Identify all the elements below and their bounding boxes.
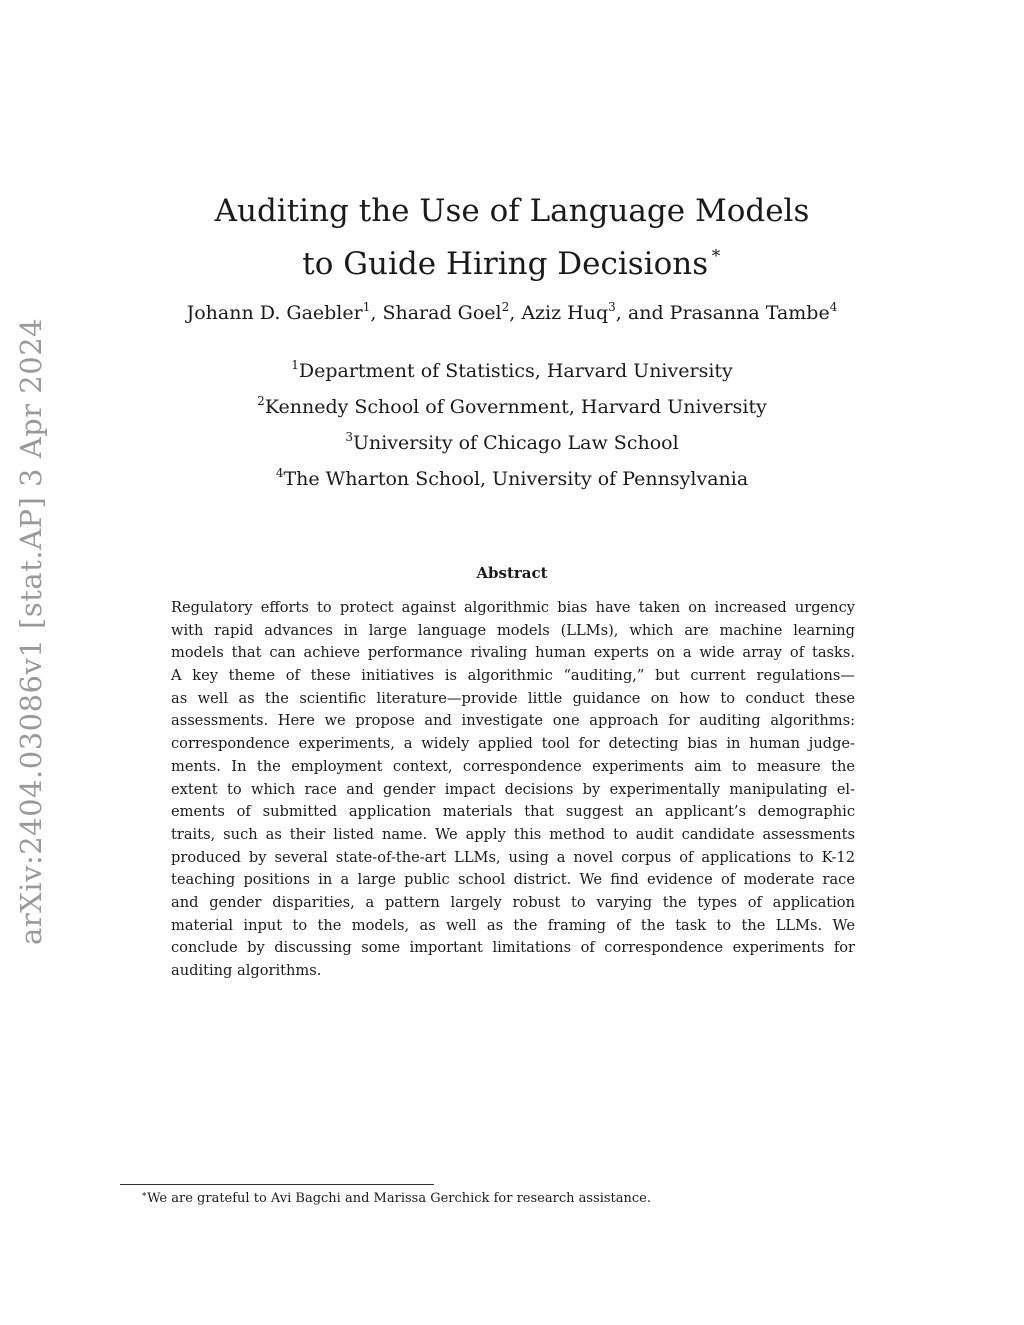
abstract-line: assessments. Here we propose and investigate one approach for auditing algorithms: (171, 712, 855, 730)
abstract-line: models that can achieve performance rivaling human experts on a wide array of tasks. (171, 644, 855, 662)
abstract-line: auditing algorithms. (171, 962, 322, 979)
title-line-2 (0, 232, 1024, 285)
affiliation (0, 458, 1024, 494)
title-line-2-text: to Guide Hiring Decisions (302, 246, 709, 282)
abstract-line: produced by several state-of-the-art LLMs, using a novel corpus of applications to K-12 (171, 848, 855, 866)
author-list (0, 300, 1024, 324)
footnote-mark: ∗ (141, 1190, 148, 1200)
arxiv-identifier: arXiv:2404.03086v1 [stat.AP] 3 Apr 2024 (14, 317, 48, 945)
author-affiliation-mark: 3 (608, 300, 616, 314)
abstract-line: material input to the models, as well as the framing of the task to the LLMs. We (171, 916, 855, 934)
abstract-line: and gender disparities, a pattern largely robust to varying the types of application (171, 893, 855, 911)
author-name: Johann D. Gaebler (186, 302, 363, 324)
author-affiliation-mark: 4 (829, 300, 838, 314)
abstract-line: ements of submitted application materials that suggest an applicant’s demographic (171, 803, 855, 821)
affiliation (0, 350, 1024, 386)
author-name: Sharad Goel (382, 302, 502, 324)
title-line-1: Auditing the Use of Language Models (214, 193, 810, 229)
abstract-line: A key theme of these initiatives is algorithmic “auditing,” but current regulations— (171, 667, 855, 685)
affiliation-text: Department of Statistics, Harvard University (298, 360, 733, 382)
abstract-line: traits, such as their listed name. We apply this method to audit candidate assessments (171, 825, 855, 843)
title-footnote-mark: ∗ (710, 243, 722, 263)
affiliation (0, 422, 1024, 458)
affiliation-list (0, 350, 1024, 494)
affiliation-mark: 1 (291, 358, 299, 372)
author-name: Aziz Huq (521, 302, 609, 324)
author-separator: , and (615, 302, 670, 324)
affiliation-text: University of Chicago Law School (352, 432, 679, 454)
abstract-line: correspondence experiments, a widely applied tool for detecting bias in human judge- (171, 735, 855, 753)
paper-title (0, 190, 1024, 285)
affiliation (0, 386, 1024, 422)
abstract-line: Regulatory efforts to protect against algorithmic bias have taken on increased urgency (171, 599, 855, 616)
author-separator: , (509, 302, 522, 324)
abstract-line: conclude by discussing some important limitations of correspondence experiments for (171, 939, 855, 957)
author-affiliation-mark: 2 (501, 300, 510, 314)
author-separator: , (370, 302, 383, 324)
affiliation-mark: 2 (257, 394, 265, 408)
affiliation-text: Kennedy School of Government, Harvard University (264, 396, 767, 418)
footnote-text: We are grateful to Avi Bagchi and Marissa Gerchick for research assistance. (147, 1191, 651, 1206)
abstract-line: as well as the scientific literature—provide little guidance on how to conduct these (171, 689, 855, 707)
affiliation-mark: 3 (345, 430, 353, 444)
footnote-divider (120, 1184, 434, 1185)
author-name: Prasanna Tambe (669, 302, 830, 324)
abstract-heading: Abstract (476, 564, 548, 582)
abstract-line: ments. In the employment context, correspondence experiments aim to measure the (171, 757, 855, 775)
affiliation-text: The Wharton School, University of Pennsylvania (283, 468, 749, 490)
abstract-body (171, 597, 855, 983)
abstract-line: extent to which race and gender impact decisions by experimentally manipulating el- (171, 780, 855, 798)
affiliation-mark: 4 (275, 466, 284, 480)
author-affiliation-mark: 1 (362, 300, 371, 314)
abstract-line: with rapid advances in large language models (LLMs), which are machine learning (171, 621, 855, 639)
footnote (141, 1190, 651, 1206)
abstract-line: teaching positions in a large public school district. We find evidence of moderate race (171, 871, 855, 889)
